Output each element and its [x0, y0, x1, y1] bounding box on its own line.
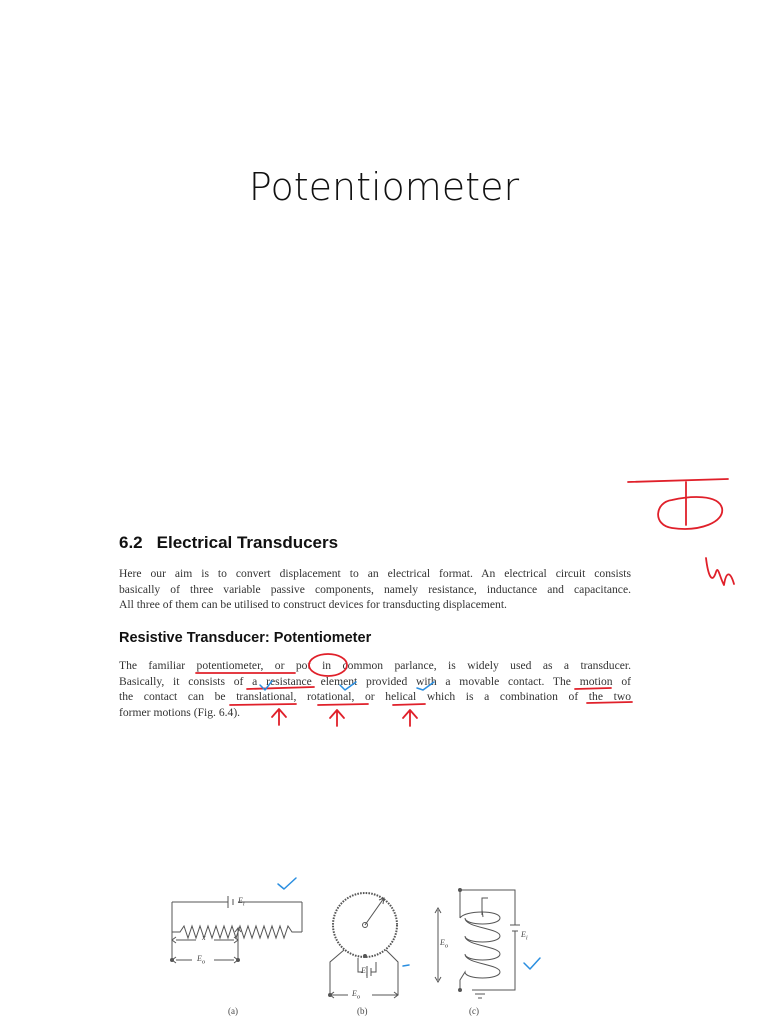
section-heading — [119, 533, 338, 553]
paragraph-line: former motions (Fig. 6.4). — [119, 705, 241, 719]
section-title: Electrical Transducers — [156, 533, 339, 552]
label-ei-b: $E_i$ — [361, 966, 368, 978]
paragraph-line: The familiar potentiometer, or pot in common parlance, is widely used as a transducer. — [119, 659, 631, 672]
subsection-heading: Resistive Transducer: Potentiometer — [119, 630, 372, 646]
figure-potentiometers — [160, 870, 560, 1020]
slide-title: Potentiometer — [248, 165, 520, 209]
paragraph-potentiometer — [119, 658, 631, 720]
diagram-translational — [171, 896, 303, 963]
paragraph-intro — [119, 566, 631, 613]
paragraph-line: the contact can be translational, rotational, or helical which is a combination of the two — [119, 690, 631, 704]
margin-note-zero — [658, 497, 722, 529]
label-eo-a: $E_o$ — [197, 954, 206, 966]
label-ei-a: $E_i$ — [238, 896, 245, 908]
margin-note-m — [706, 558, 734, 585]
paragraph-line: Here our aim is to convert displacement to an electrical format. An electrical circuit consists — [119, 567, 631, 580]
label-eo-b: $E_o$ — [352, 989, 361, 1001]
paragraph-line: All three of them can be utilised to construct devices for transducting displacement. — [119, 598, 507, 612]
paragraph-line: basically of three variable passive components, namely resistance, inductance and capacitance. — [119, 582, 631, 596]
diagram-rotational — [329, 893, 399, 998]
label-ei-c: $E_i$ — [521, 930, 528, 942]
paragraph-line: Basically, it consists of a resistance element provided with a movable contact. The motion of — [119, 674, 631, 688]
label-eo-c: $E_o$ — [440, 938, 449, 950]
margin-note-bar — [628, 479, 728, 482]
label-x-a: x — [202, 933, 206, 942]
caption-c: (c) — [469, 1006, 479, 1016]
caption-a: (a) — [228, 1006, 238, 1016]
caption-b: (b) — [357, 1006, 368, 1016]
section-number: 6.2 — [119, 533, 143, 552]
